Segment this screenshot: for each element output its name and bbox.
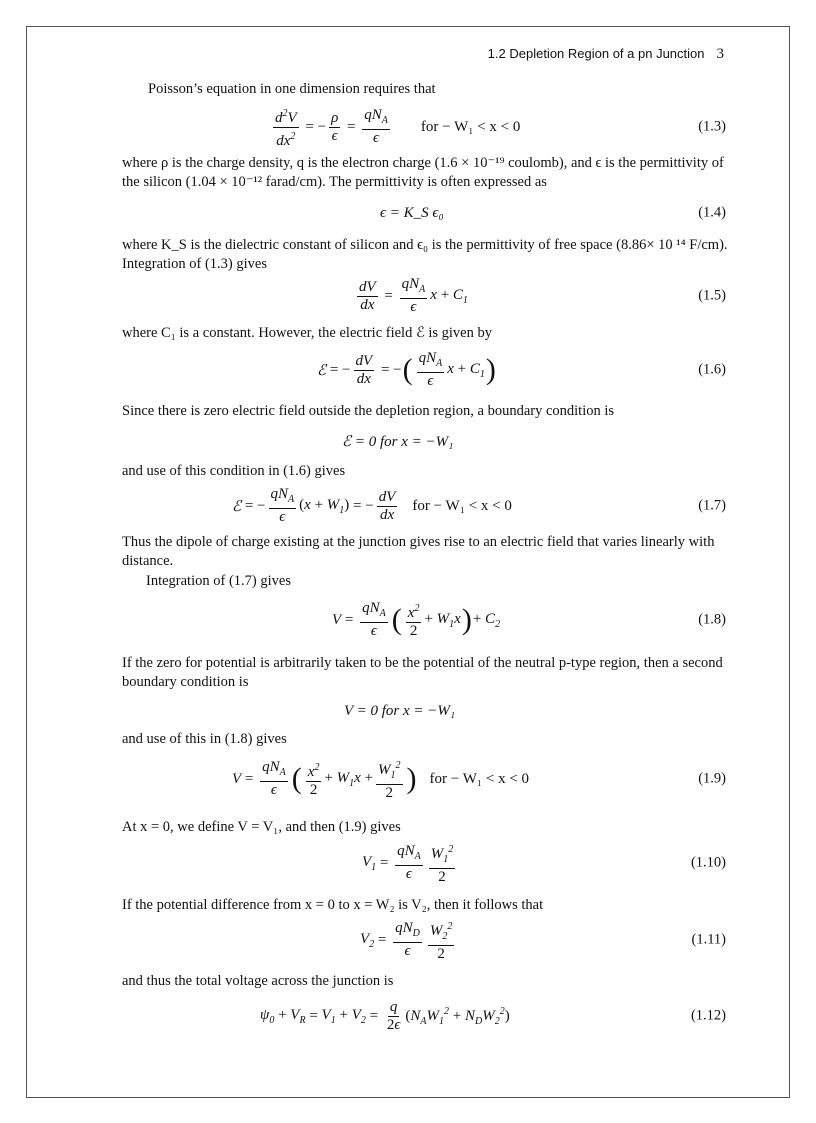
equation-number: (1.11)	[691, 931, 726, 948]
equation-number: (1.10)	[690, 854, 726, 871]
paragraph-8: Integration of (1.7) gives	[146, 573, 291, 589]
equation-1-8: V = $qN_A$ ϵ ( $x^2$ 2 + $W_1x$ ) + $C_2$ (1.8)	[332, 600, 726, 639]
paragraph-1: Poisson’s equation in one dimension requires that	[148, 81, 436, 97]
paragraph-7: Thus the dipole of charge existing at the junction gives rise to an electric field that varies linearly with distance.	[122, 534, 715, 569]
equation-number: (1.3)	[698, 118, 726, 135]
equation-1-4	[122, 200, 728, 226]
equation-number: (1.5)	[698, 287, 726, 304]
equation-1-10: $V_1$ = $qN_A$ ϵ $W_1^2$ 2 (1.10)	[122, 843, 728, 883]
equation-number: (1.9)	[698, 770, 726, 787]
equation-text: ℰ = 0 for x = −W₁	[342, 433, 454, 450]
paragraph-9: If the zero for potential is arbitrarily taken to be the potential of the neutral p-type region, then a second boundary condition is	[122, 655, 723, 690]
equation-1-5: $\frac{dV}{dx}$ = $qN_A$ ϵ $x + C_1$ (1.5)	[359, 276, 726, 315]
running-header	[488, 46, 724, 63]
boundary-condition-1	[122, 428, 728, 454]
paragraph-2: where ρ is the charge density, q is the electron charge (1.6 × 10⁻¹⁹ coulomb), and ϵ is the permittivity of the silicon (1.04 × 10⁻¹² farad/cm). The permittivity is often expressed as	[122, 155, 724, 190]
equation-1-12: $\psi_0 + V_R$ = $V_1 + V_2$ = $\frac{q}{2\epsilon}$ $(N_AW_1^2 + N_DW_2^2)$ (1.12)	[260, 998, 726, 1033]
page-number: 3	[716, 46, 724, 62]
paragraph-4: where C₁ is a constant. However, the electric field ℰ is given by	[122, 325, 492, 341]
equation-1-3: $\frac{d^2V}{dx^2}$ = − $\frac{\rho}{\epsilon}$ = $qN_A$ ϵ for − W₁ < x < 0 (1.3)	[122, 107, 728, 147]
equation-condition: for − W₁ < x < 0	[420, 118, 521, 135]
section-title: 1.2 Depletion Region of a pn Junction	[487, 46, 705, 61]
paragraph-13: and thus the total voltage across the junction is	[122, 973, 394, 989]
equation-1-11: $V_2$ = $qN_D$ ϵ $W_2^2$ 2 (1.11)	[122, 920, 728, 960]
equation-1-6: ℰ = − $\frac{dV}{dx}$ = − ( $qN_A$ ϵ $x + C_1$ ) (1.6)	[317, 350, 726, 389]
equation-text: V = 0 for x = −W₁	[344, 702, 456, 719]
equation-text: ϵ = K_S ϵ₀	[380, 204, 444, 221]
paragraph-11: At x = 0, we define V = V₁, and then (1.9) gives	[122, 819, 401, 835]
equation-1-7: ℰ = − $qN_A$ ϵ $(x + W_1)$ = − $\frac{dV}{dx}$ for − W₁ < x < 0 (1.7)	[232, 486, 726, 525]
equation-condition: for − W₁ < x < 0	[412, 497, 512, 514]
paragraph-10: and use of this in (1.8) gives	[122, 731, 287, 747]
equation-condition: for − W₁ < x < 0	[429, 770, 530, 787]
paragraph-3: where K_S is the dielectric constant of silicon and ϵ₀ is the permittivity of free space (8.86× 10 ¹⁴ F/cm). Integration of (1.3) gives	[122, 237, 728, 272]
equation-number: (1.6)	[698, 361, 726, 378]
equation-number: (1.8)	[698, 611, 726, 628]
equation-1-9: V = $qN_A$ ϵ ( $x^2$ 2 + $W_1x$ + $\frac{W_1^2}{2}$ ) for − W₁ < x < 0 (1.9)	[122, 759, 728, 799]
paragraph-6: and use of this condition in (1.6) gives	[122, 463, 346, 479]
equation-number: (1.12)	[690, 1007, 726, 1024]
boundary-condition-2	[122, 698, 728, 724]
equation-number: (1.4)	[698, 204, 726, 221]
paragraph-5: Since there is zero electric field outside the depletion region, a boundary condition is	[122, 403, 615, 419]
equation-number: (1.7)	[698, 497, 726, 514]
paragraph-12: If the potential difference from x = 0 to x = W₂ is V₂, then it follows that	[122, 897, 544, 913]
